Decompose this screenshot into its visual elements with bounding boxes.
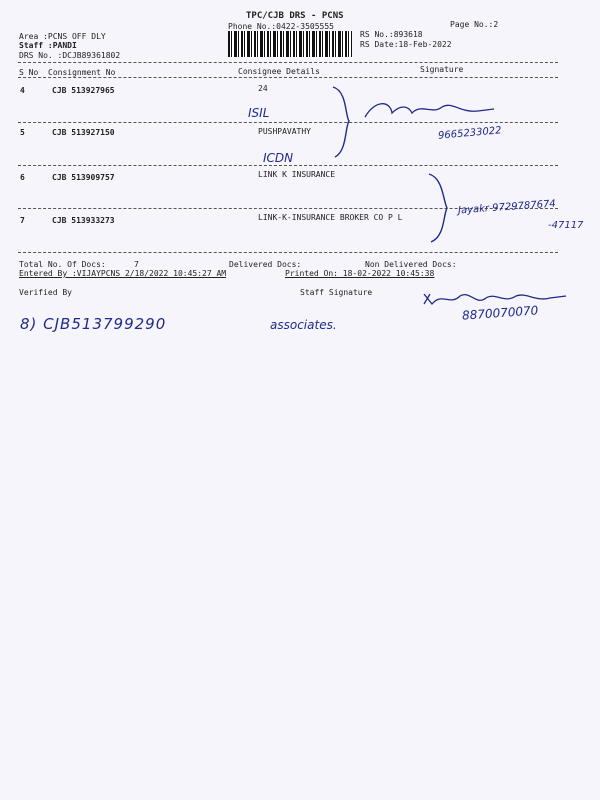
row-divider xyxy=(18,252,558,253)
non-delivered-docs: Non Delivered Docs: xyxy=(365,260,457,269)
brace-mark xyxy=(425,172,455,244)
row-sno: 4 xyxy=(20,86,25,95)
total-docs-label: Total No. Of Docs: xyxy=(19,260,106,269)
row-sno: 7 xyxy=(20,216,25,225)
rs-date: RS Date:18-Feb-2022 xyxy=(360,40,452,49)
printed-on: Printed On: 18-02-2022 10:45:38 xyxy=(285,269,435,278)
handwritten-icdn: ICDN xyxy=(263,151,294,165)
verified-by: Verified By xyxy=(19,288,72,297)
row-consignee: 24 xyxy=(258,84,268,93)
row-consignment: CJB 513927965 xyxy=(52,86,115,95)
row-consignment: CJB 513909757 xyxy=(52,173,115,182)
handwritten-isil: ISIL xyxy=(248,106,270,120)
row-consignee: LINK K INSURANCE xyxy=(258,170,336,179)
handwritten-phone-2b: -47117 xyxy=(548,220,584,231)
row-consignee: PUSHPAVATHY xyxy=(258,127,311,136)
phone-number: Phone No.:0422-3505555 xyxy=(228,22,334,31)
delivered-docs: Delivered Docs: xyxy=(229,260,302,269)
staff-signature-label: Staff Signature xyxy=(300,288,373,297)
divider xyxy=(18,77,558,78)
brace-mark xyxy=(325,85,355,160)
staff-label: Staff :PANDI xyxy=(19,41,77,50)
handwritten-phone-2: Jayakr 9729787674 xyxy=(457,198,557,217)
barcode xyxy=(228,31,352,57)
handwritten-staff-phone: 8870070070 xyxy=(461,303,539,323)
page-number: Page No.:2 xyxy=(450,20,499,29)
drs-number: DRS No. :DCJB89361802 xyxy=(19,51,121,60)
entered-by: Entered By :VIJAYPCNS 2/18/2022 10:45:27 AM xyxy=(19,269,227,278)
handwritten-associates: associates. xyxy=(270,318,337,332)
document-title: TPC/CJB DRS - PCNS xyxy=(246,11,344,21)
column-signature: Signature xyxy=(420,65,464,74)
row-consignment: CJB 513933273 xyxy=(52,216,115,225)
column-sno: S No xyxy=(19,68,39,77)
row-consignee: LINK-K-INSURANCE BROKER CO P L xyxy=(258,213,403,222)
row-sno: 6 xyxy=(20,173,25,182)
row-consignment: CJB 513927150 xyxy=(52,128,115,137)
area-label: Area :PCNS OFF DLY xyxy=(19,32,106,41)
rs-number: RS No.:893618 xyxy=(360,30,423,39)
row-divider xyxy=(18,165,558,166)
total-docs-value: 7 xyxy=(134,260,139,269)
handwritten-note: 8) CJB513799290 xyxy=(20,315,167,333)
handwritten-phone-1: 9665233022 xyxy=(437,125,502,142)
divider xyxy=(18,62,558,63)
column-consignee: Consignee Details xyxy=(238,67,320,76)
row-sno: 5 xyxy=(20,128,25,137)
signature-scribble xyxy=(360,95,500,125)
column-consignment: Consignment No xyxy=(48,68,116,77)
